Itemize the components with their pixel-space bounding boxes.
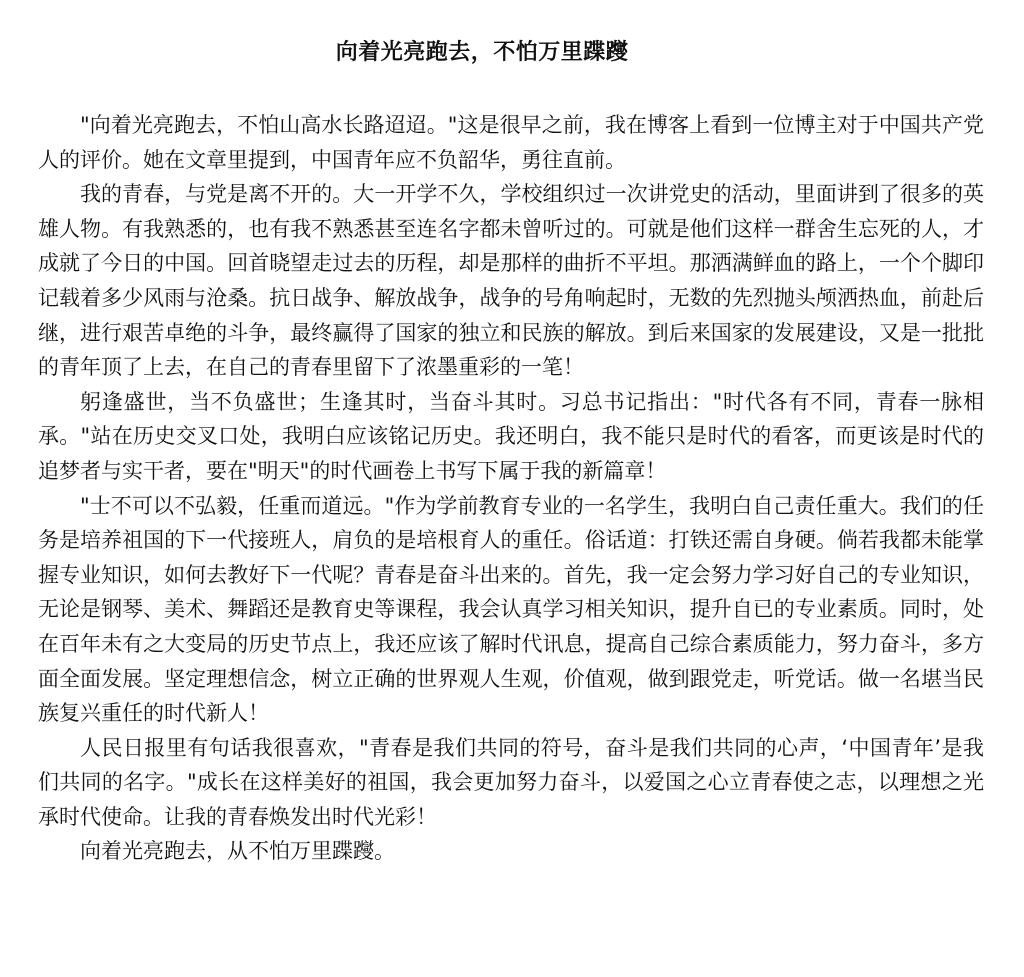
paragraph-1: "向着光亮跑去，不怕山高水长路迢迢。"这是很早之前，我在博客上看到一位博主对于中国共产党人的评价。她在文章里提到，中国青年应不负韶华，勇往直前。 (38, 113, 984, 172)
paragraph-6: 向着光亮跑去，从不怕万里蹀躞。 (80, 839, 395, 864)
essay-title: 向着光亮跑去，不怕万里蹀躞 (335, 40, 629, 65)
essay-body (38, 108, 984, 869)
paragraph-2: 我的青春，与党是离不开的。大一开学不久，学校组织过一次讲党史的活动，里面讲到了很多的英雄人物。有我熟悉的，也有我不熟悉甚至连名字都未曾听过的。可就是他们这样一群舍生忘死的人，才成就了今日的中国。回首晓望走过去的历程，却是那样的曲折不平坦。那洒满鲜血的路上，一个个脚印记载着多少风雨与沧桑。抗日战争、解放战争，战争的号角响起时，无数的先烈抛头颅洒热血，前赴后继，进行艰苦卓绝的斗争，最终赢得了国家的独立和民族的解放。到后来国家的发展建设，又是一批批的青年顶了上去，在自己的青春里留下了浓墨重彩的一笔！ (38, 182, 984, 380)
paragraph-3: 躬逢盛世，当不负盛世；生逢其时，当奋斗其时。习总书记指出："时代各有不同，青春一脉相承。"站在历史交叉口处，我明白应该铭记历史。我还明白，我不能只是时代的看客，而更该是时代的追梦者与实干者，要在"明天"的时代画卷上书写下属于我的新篇章！ (38, 389, 984, 483)
paragraph-4: "士不可以不弘毅，任重而道远。"作为学前教育专业的一名学生，我明白自己责任重大。我们的任务是培养祖国的下一代接班人，肩负的是培根育人的重任。俗话道：打铁还需自身硬。倘若我都未能掌握专业知识，如何去教好下一代呢？青春是奋斗出来的。首先，我一定会努力学习好自己的专业知识，无论是钢琴、美术、舞蹈还是教育史等课程，我会认真学习相关知识，提升自已的专业素质。同时，处在百年未有之大变局的历史节点上，我还应该了解时代讯息，提高自己综合素质能力，努力奋斗，多方面全面发展。坚定理想信念，树立正确的世界观人生观，价值观，做到跟党走，听党话。做一名堪当民族复兴重任的时代新人！ (38, 493, 984, 726)
paragraph-5: 人民日报里有句话我很喜欢，"青春是我们共同的符号，奋斗是我们共同的心声，‘中国青年’是我们共同的名字。"成长在这样美好的祖国，我会更加努力奋斗，以爱国之心立青春使之志，以理想之光承时代使命。让我的青春焕发出时代光彩！ (38, 735, 984, 829)
